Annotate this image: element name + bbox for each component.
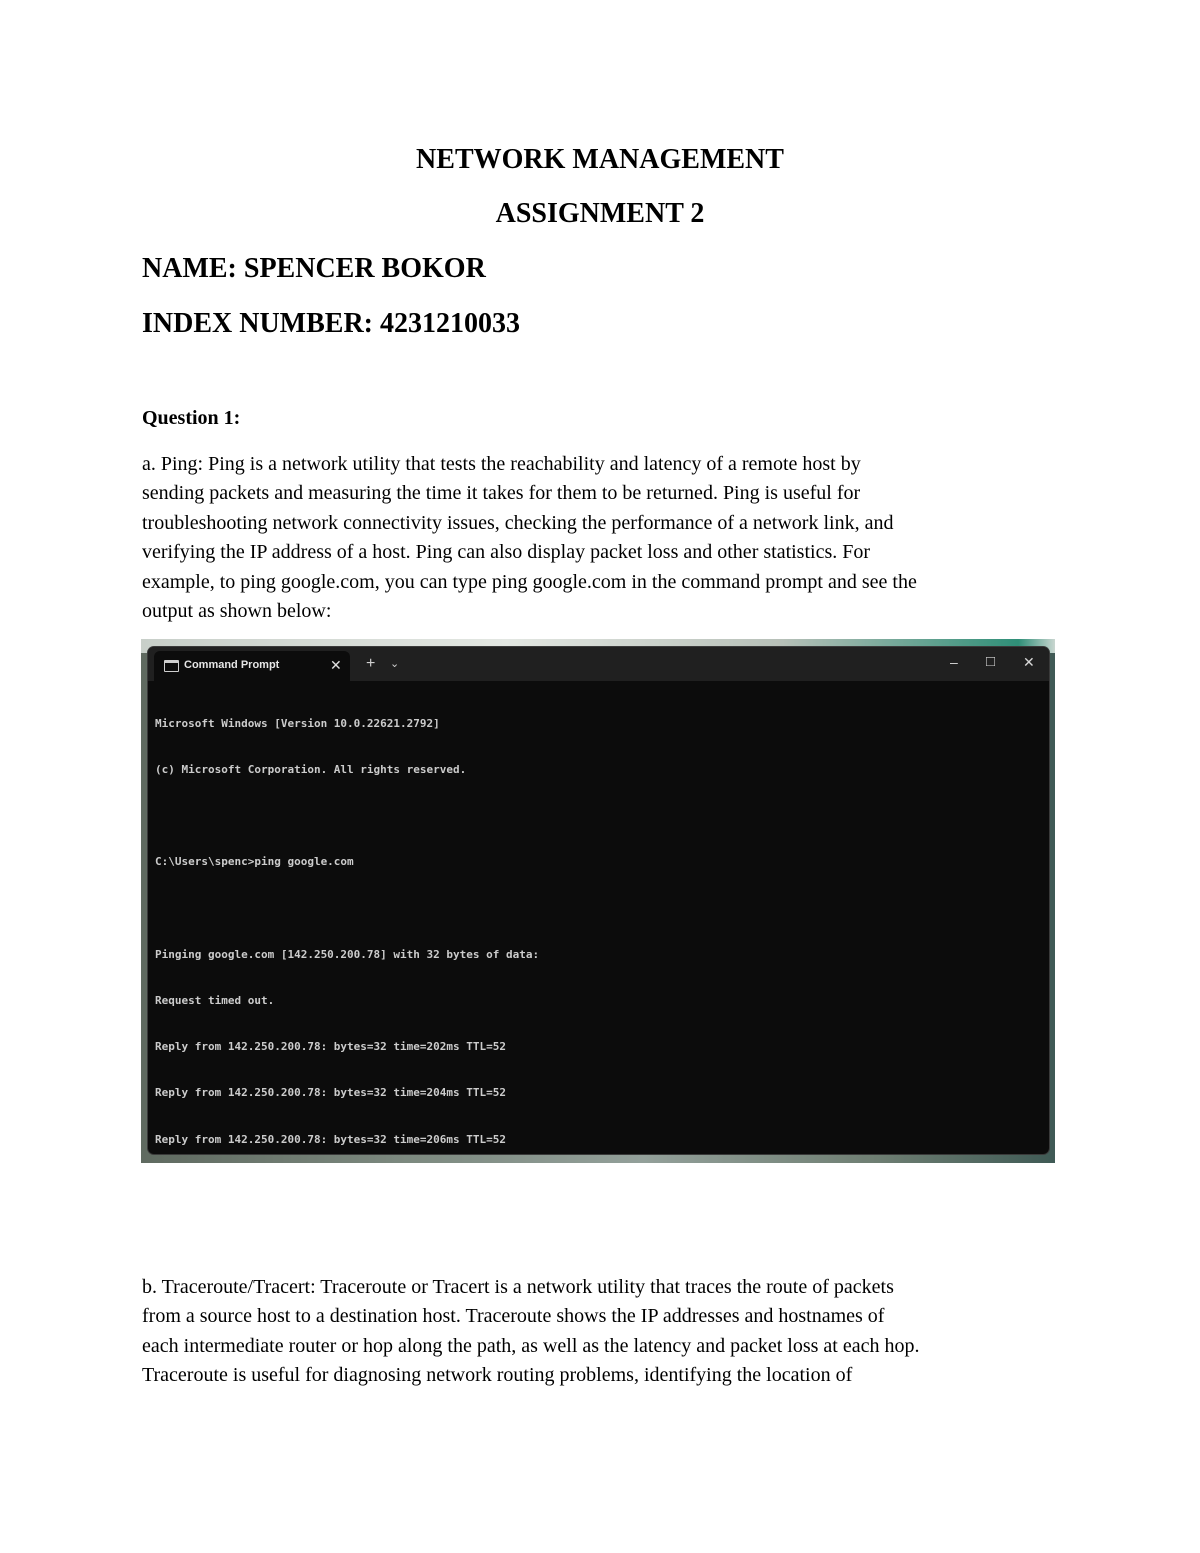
- part-a-paragraph: [142, 450, 1062, 626]
- maximize-icon[interactable]: □: [986, 653, 996, 670]
- console-line: Request timed out.: [155, 994, 275, 1008]
- paragraph-line: b. Traceroute/Tracert: Traceroute or Tracert is a network utility that traces the route of packets: [142, 1276, 894, 1298]
- paragraph-line: troubleshooting network connectivity issues, checking the performance of a network link, and: [142, 511, 894, 534]
- paragraph-line: output as shown below:: [142, 600, 332, 623]
- chevron-down-icon[interactable]: ⌄: [390, 658, 400, 670]
- paragraph-line: Traceroute is useful for diagnosing network routing problems, identifying the location of: [142, 1364, 853, 1387]
- paragraph-line: verifying the IP address of a host. Ping can also display packet loss and other statistics. For: [142, 541, 871, 564]
- console-line: [155, 808, 539, 823]
- paragraph-line: each intermediate router or hop along the path, as well as the latency and packet loss at each hop.: [142, 1334, 920, 1357]
- index-number: INDEX NUMBER: 4231210033: [142, 308, 520, 339]
- course-title: NETWORK MANAGEMENT: [416, 144, 784, 175]
- assignment-title: ASSIGNMENT 2: [495, 198, 705, 229]
- console-line: Reply from 142.250.200.78: bytes=32 time=206ms TTL=52: [155, 1132, 506, 1146]
- tab-title: Command Prompt: [184, 659, 280, 671]
- paragraph-line: from a source host to a destination host. Traceroute shows the IP addresses and hostnames of: [142, 1305, 885, 1328]
- new-tab-icon[interactable]: +: [366, 655, 376, 672]
- close-icon[interactable]: ✕: [1023, 654, 1035, 670]
- console-line: Reply from 142.250.200.78: bytes=32 time=204ms TTL=52: [155, 1086, 506, 1100]
- tab-command-prompt[interactable]: [154, 651, 350, 681]
- console-line: Pinging google.com [142.250.200.78] with 32 bytes of data:: [155, 947, 540, 961]
- console-line: Reply from 142.250.200.78: bytes=32 time=202ms TTL=52: [155, 1040, 506, 1054]
- student-name: NAME: SPENCER BOKOR: [142, 253, 486, 284]
- paragraph-line: example, to ping google.com, you can type ping google.com in the command prompt and see the: [142, 570, 917, 593]
- minimize-icon[interactable]: –: [950, 654, 958, 670]
- terminal-icon: [164, 660, 179, 672]
- console-line: (c) Microsoft Corporation. All rights reserved.: [155, 763, 467, 777]
- part-b-paragraph: [142, 1273, 1062, 1391]
- command-prompt-screenshot: [141, 639, 1055, 1163]
- terminal-window: [148, 647, 1049, 1154]
- console-line: C:\Users\spenc>ping google.com: [155, 855, 354, 869]
- console-output[interactable]: [155, 685, 539, 1154]
- terminal-titlebar: [148, 647, 1049, 681]
- console-line: [155, 901, 539, 916]
- paragraph-line: sending packets and measuring the time it takes for them to be returned. Ping is useful for: [142, 482, 861, 505]
- paragraph-line: a. Ping: Ping is a network utility that tests the reachability and latency of a remote host by: [142, 453, 861, 475]
- console-line: Microsoft Windows [Version 10.0.22621.2792]: [155, 716, 440, 730]
- tab-close-icon[interactable]: ✕: [330, 657, 342, 673]
- question-1-label: Question 1:: [142, 407, 241, 429]
